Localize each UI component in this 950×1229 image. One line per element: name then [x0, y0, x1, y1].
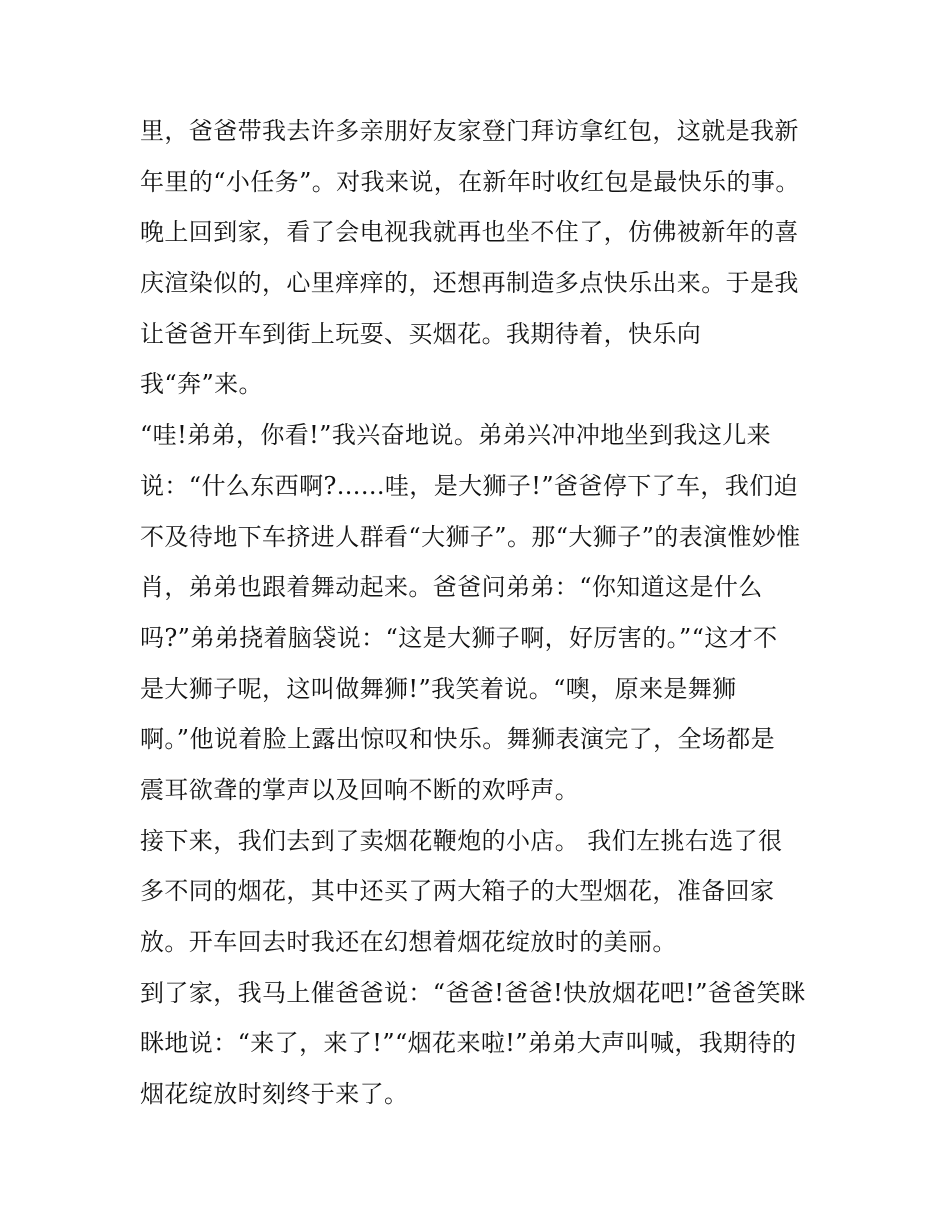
- text-line: 放。开车回去时我还在幻想着烟花绽放时的美丽。: [140, 928, 677, 956]
- text-line: 吗?”弟弟挠着脑袋说：“这是大狮子啊，好厉害的。”“这才不: [140, 623, 778, 652]
- text-line: 眯地说：“来了，来了!”“烟花来啦!”弟弟大声叫喊，我期待的: [140, 1029, 797, 1058]
- text-line: “哇!弟弟，你看!”我兴奋地说。弟弟兴冲冲地坐到我这儿来: [140, 421, 772, 450]
- text-line: 里，爸爸带我去许多亲朋好友家登门拜访拿红包，这就是我新: [140, 117, 799, 145]
- text-line: 年里的“小任务”。对我来说，在新年时收红包是最快乐的事。: [140, 167, 800, 196]
- text-line: 接下来，我们去到了卖烟花鞭炮的小店。 我们左挑右选了很: [140, 826, 783, 855]
- text-line: 是大狮子呢，这叫做舞狮!”我笑着说。“噢，原来是舞狮: [140, 674, 737, 703]
- text-line: 庆渲染似的，心里痒痒的，还想再制造多点快乐出来。于是我: [140, 269, 799, 298]
- text-line: 啊。”他说着脸上露出惊叹和快乐。舞狮表演完了，全场都是: [140, 725, 776, 754]
- text-line: 到了家，我马上催爸爸说：“爸爸!爸爸!快放烟花吧!”爸爸笑眯: [140, 978, 806, 1007]
- text-line: 晚上回到家，看了会电视我就再也坐不住了，仿佛被新年的喜: [140, 218, 799, 247]
- text-line: 说：“什么东西啊?......哇，是大狮子!”爸爸停下了车，我们迫: [140, 471, 799, 500]
- text-line: 烟花绽放时刻终于来了。: [140, 1080, 409, 1109]
- text-line: 让爸爸开车到街上玩耍、买烟花。我期待着，快乐向: [140, 319, 702, 348]
- essay-text: [140, 106, 830, 1120]
- text-line: 多不同的烟花，其中还买了两大箱子的大型烟花，准备回家: [140, 877, 775, 906]
- text-line: 震耳欲聋的掌声以及回响不断的欢呼声。: [140, 775, 580, 804]
- text-line: 肖，弟弟也跟着舞动起来。爸爸问弟弟：“你知道这是什么: [140, 573, 763, 602]
- text-line: 我“奔”来。: [140, 370, 263, 399]
- text-line: 不及待地下车挤进人群看“大狮子”。那“大狮子”的表演惟妙惟: [140, 522, 801, 551]
